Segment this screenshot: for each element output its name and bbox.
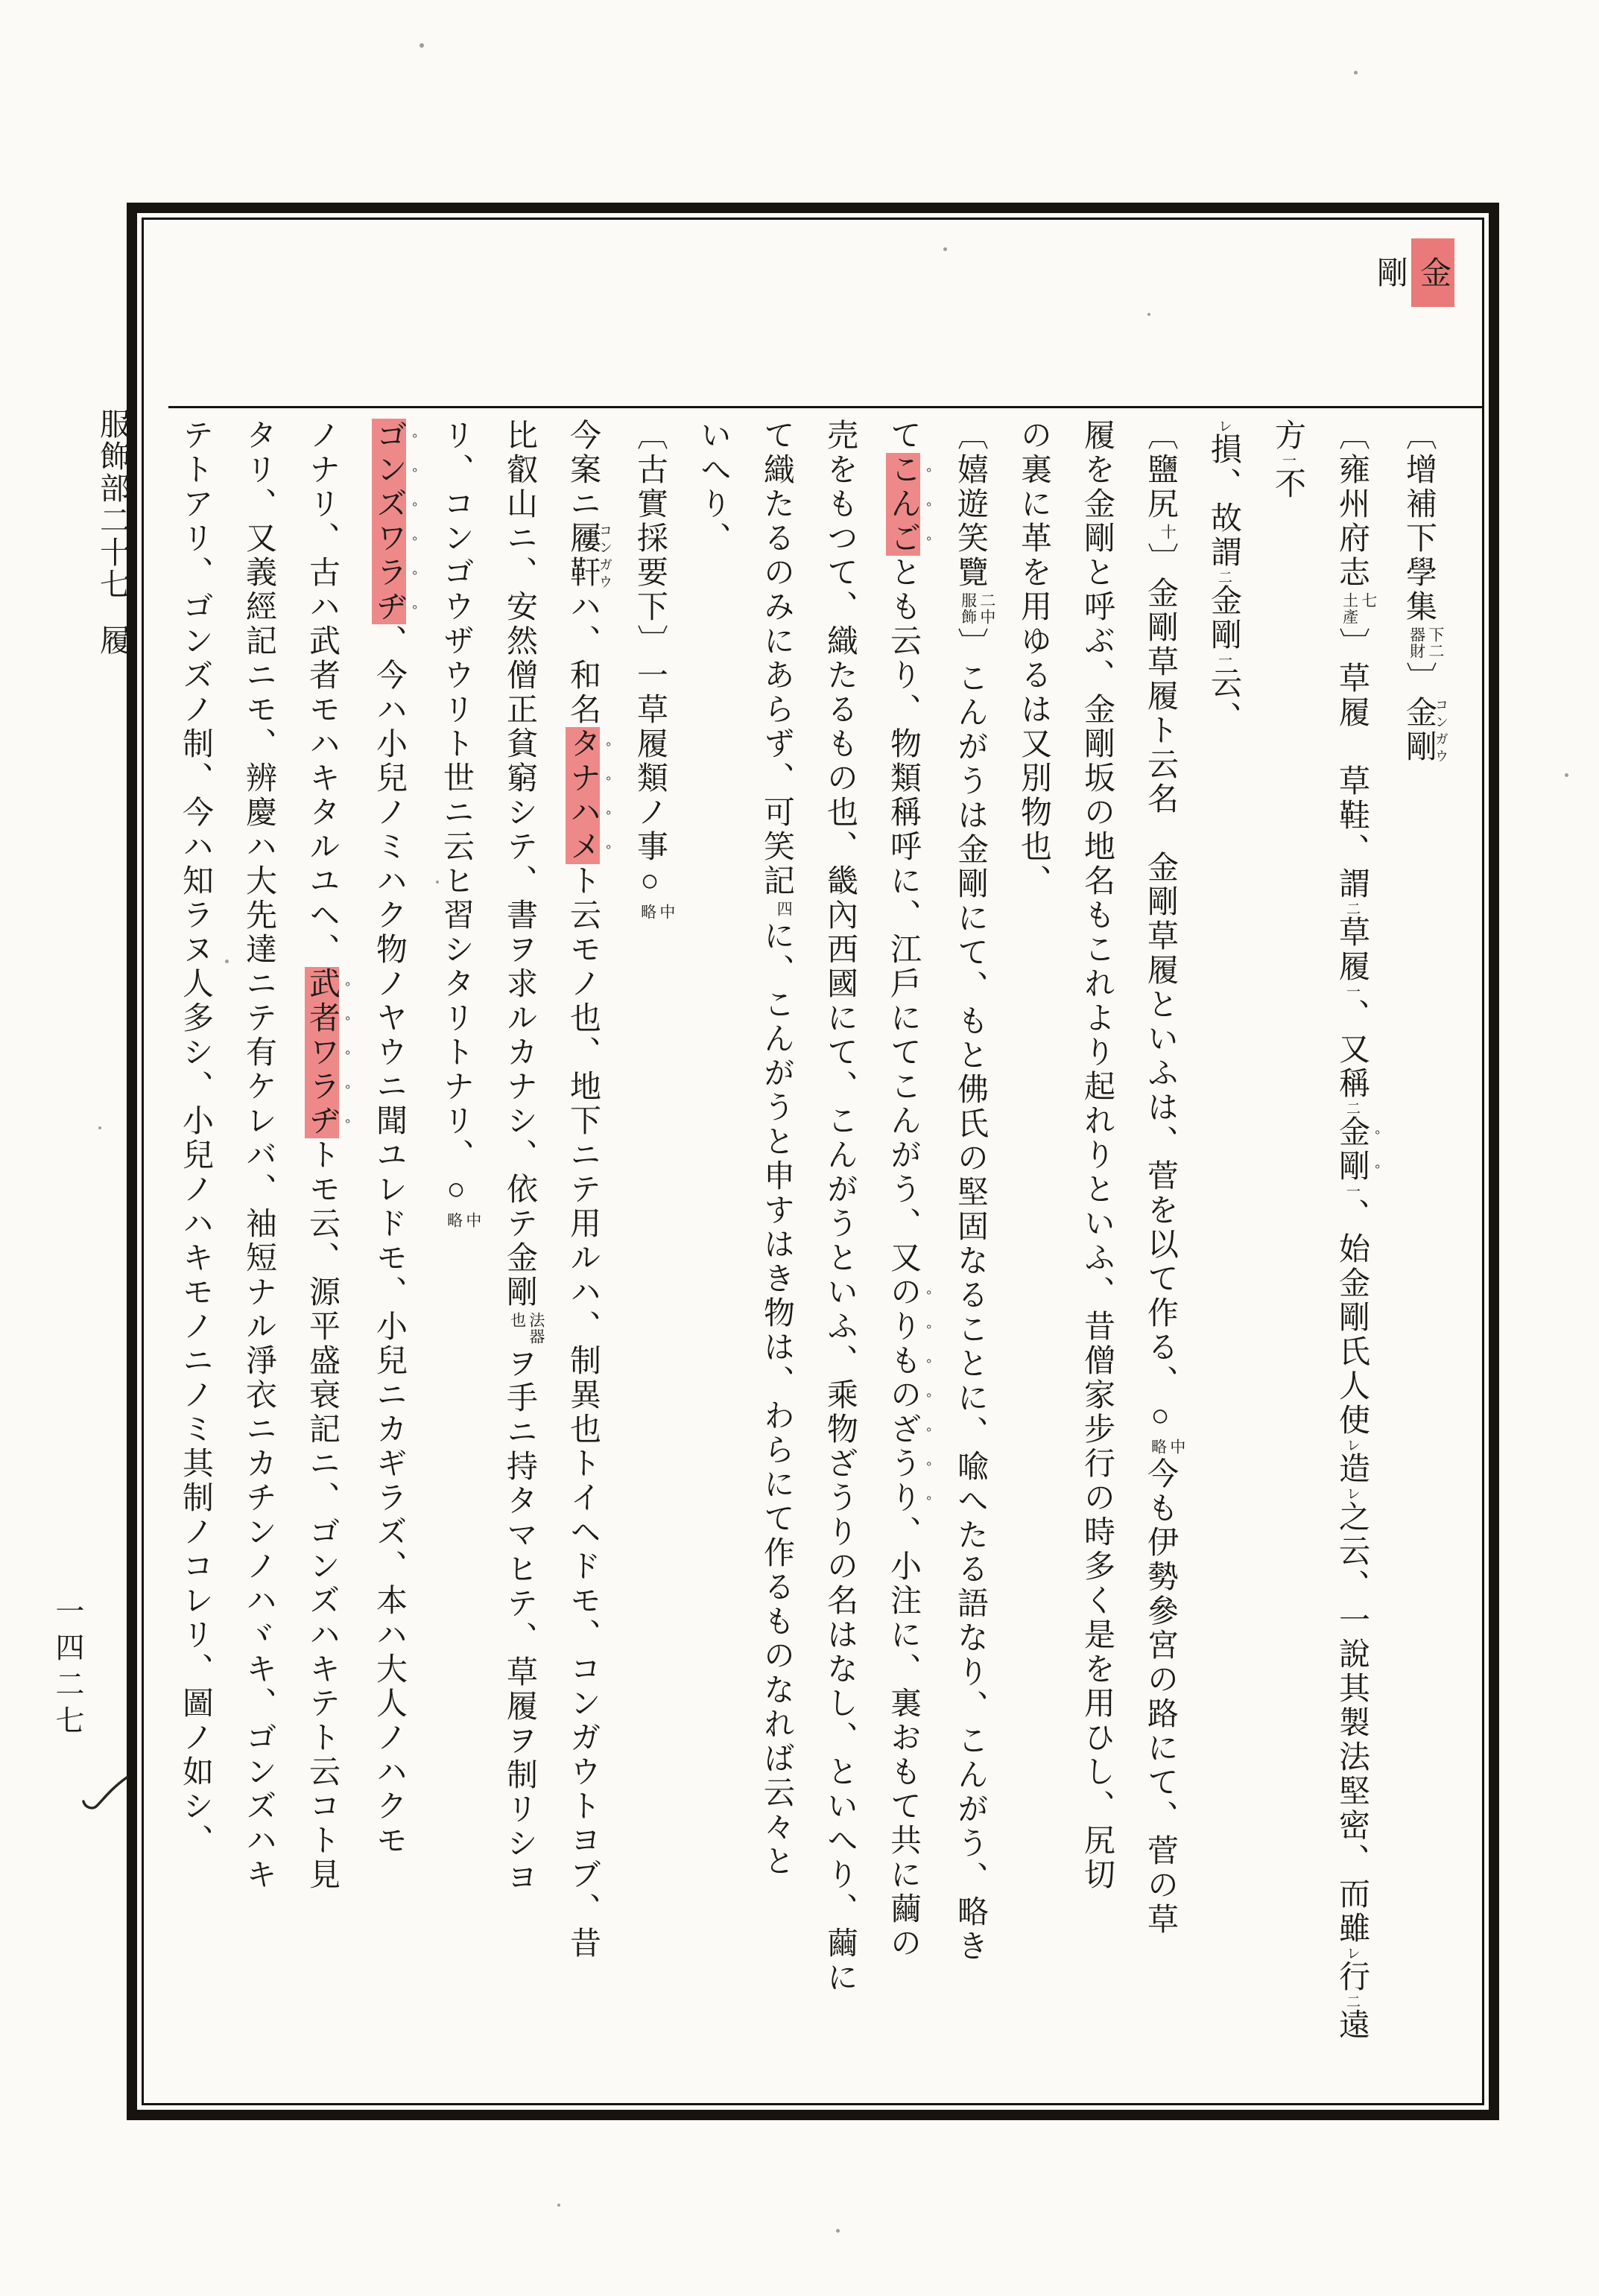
text-column <box>808 419 871 2073</box>
scan-speck <box>1147 313 1150 316</box>
text-run: 、今ハ小兒ノミハク物ノヤウニ聞ユレドモ、小兒ニカギラズ、本ハ大人ノハクモ <box>372 624 406 1858</box>
text-column <box>938 419 1001 2073</box>
text-run: 、小注に、裏おもて共に繭の <box>886 1515 920 1961</box>
text-run: 造 <box>1334 1452 1369 1486</box>
scan-speck <box>436 881 439 884</box>
inline-small-note: 四 <box>775 901 794 917</box>
kaeriten-mark: 二 <box>1344 1101 1360 1115</box>
text-column <box>1191 419 1256 2073</box>
text-column <box>744 419 808 2073</box>
text-column <box>681 419 744 2073</box>
kaeriten-mark: 二 <box>1344 901 1360 916</box>
text-column <box>163 419 227 2073</box>
inline-small-note: 中 略 <box>639 904 676 920</box>
text-run: ト云モノ也、地下ニテ用ルハ、制異也トイヘドモ、コンガウトヨブ、昔 <box>566 864 600 1961</box>
text-run: 〔增補下學集 <box>1402 419 1436 624</box>
scan-speck <box>419 43 424 48</box>
text-column <box>290 419 357 2073</box>
text-column <box>551 419 618 2073</box>
text-run: のりものざうり <box>886 1275 920 1515</box>
text-run: 遠方 <box>1270 419 1369 2043</box>
text-run: 〕金剛草履ト云名 金剛草履といふは、菅を以て作る、○ <box>1143 542 1177 1436</box>
kaeriten-mark: 一 <box>1280 453 1296 467</box>
text-column <box>618 419 681 2073</box>
text-run: 草履 <box>1334 916 1369 984</box>
text-column <box>424 419 487 2073</box>
text-column <box>1001 419 1065 2073</box>
text-run: 行 <box>1334 1960 1369 1994</box>
text-run: ヲ手ニ持タマヒテ、草履ヲ制リシヨ <box>502 1347 536 1895</box>
guide-word-highlight: 金剛 <box>1411 238 1454 307</box>
kaeriten-mark: レ <box>1344 1438 1360 1452</box>
inline-small-note: 七 土產 <box>1340 592 1378 625</box>
text-run: 履を金剛と呼ぶ、金剛坂の地名もこれより起れりといふ、昔僧家步行の時多く是を用ひし、尻切 <box>1080 419 1114 1892</box>
inline-small-note: 下二 器財 <box>1408 627 1445 659</box>
highlighted-term: ゴンズワラヂ <box>372 419 406 624</box>
text-run: 金剛 <box>1206 584 1241 653</box>
text-run: 今も伊勢參宮の路にて、菅の草 <box>1143 1457 1177 1937</box>
text-run: 、又稱 <box>1334 998 1369 1101</box>
text-run: に、こんがうと申すはき物は、わらにて作るものなれば云々と <box>759 919 794 1879</box>
text-column <box>871 419 938 2073</box>
text-run: 〕 <box>1402 662 1436 696</box>
page-number: 一四二七 <box>51 1596 83 1742</box>
kaeriten-mark: レ <box>1344 1486 1360 1500</box>
text-run: とも云り、物類稱呼に、江戶にてこんがう、又 <box>886 556 920 1275</box>
scan-speck <box>836 2229 840 2233</box>
text-column <box>1128 419 1191 2073</box>
highlighted-term: こんご <box>886 453 920 556</box>
inline-small-note: 中 略 <box>1149 1439 1186 1455</box>
text-run: 比叡山ニ、安然僧正貧窮シテ、書ヲ求ルカナシ、依テ金剛 <box>502 419 536 1310</box>
margin-section-subtitle: 履 <box>95 624 130 656</box>
text-run: タリ、又義經記ニモ、辨慶ハ大先達ニテ有ケレバ、袖短ナル淨衣ニカチンノハヾキ、ゴンズハキ <box>241 419 276 1892</box>
text-run: 〔古實採要下〕一草履類ノ事○ <box>633 419 667 901</box>
scan-speck <box>98 1126 101 1129</box>
text-run: 売をもつて、織たるもの也、畿內西國にて、こんがうといふ、乘物ざうりの名はなし、といへり、繭に <box>823 419 857 1995</box>
text-run: 損、故謂 <box>1206 433 1241 570</box>
head-rule <box>168 406 1483 408</box>
handwritten-mark <box>75 1773 134 1818</box>
text-run: 〔鹽尻 <box>1143 419 1177 521</box>
inline-small-note: 十 <box>1159 524 1177 540</box>
ruby-annotated-word: 金剛コンガウ <box>1402 696 1448 764</box>
text-run: ノナリ、古ハ武者モハキタルユヘ、 <box>305 419 339 967</box>
highlighted-term: 武者ワラヂ <box>305 967 339 1138</box>
text-run: テトアリ、ゴンズノ制、今ハ知ラヌ人多シ、小兒ノハキモノニノミ其制ノコレリ、圖ノ如シ、 <box>178 419 212 1858</box>
scan-speck <box>557 2204 560 2207</box>
text-run: 〕草履 草鞋、謂 <box>1334 627 1369 901</box>
text-run: 〔嬉遊笑覽 <box>953 419 987 590</box>
scan-speck <box>225 960 229 963</box>
text-run: 不 <box>1270 467 1305 501</box>
kaeriten-mark: 二 <box>1344 1994 1360 2008</box>
ruby-annotated-word: 屨靬コンガウ <box>566 521 612 590</box>
text-column <box>227 419 290 2073</box>
text-run: ハ、和名 <box>566 590 600 727</box>
kaeriten-mark: レ <box>1216 419 1232 433</box>
highlighted-term: タナハメ <box>566 727 600 864</box>
text-run: トモ云、源平盛衰記ニ、ゴンズハキテト云コト見 <box>305 1138 339 1892</box>
text-run: 今案ニ <box>566 419 600 521</box>
text-run: リ、コンゴウザウリト世ニ云ヒ習シタリトナリ、○ <box>439 419 473 1210</box>
text-column <box>1065 419 1128 2073</box>
text-run: の裏に革を用ゆるは又別物也、 <box>1016 419 1051 898</box>
inline-small-note: 二中 服飾 <box>959 592 996 625</box>
kaeriten-mark: 一 <box>1344 1184 1360 1198</box>
text-run: 云、 <box>1206 667 1241 735</box>
text-run: 〔雍州府志 <box>1334 419 1369 590</box>
kaeriten-mark: 二 <box>1216 570 1232 584</box>
text-columns <box>178 419 1450 2073</box>
scan-speck <box>1565 773 1568 777</box>
text-column <box>1256 419 1387 2073</box>
scan-speck <box>943 247 947 251</box>
kaeriten-mark: 一 <box>1344 984 1360 998</box>
text-run: いへり、 <box>696 419 730 556</box>
inline-small-note: 中 略 <box>445 1212 482 1228</box>
inline-small-note: 法器 也 <box>508 1312 545 1345</box>
text-column <box>357 419 424 2073</box>
margin-section-title: 服飾部二十七 <box>95 408 130 600</box>
kaeriten-mark: レ <box>1344 1946 1360 1960</box>
text-run: 金剛 <box>1334 1115 1369 1184</box>
text-run: て <box>886 419 920 453</box>
kaeriten-mark: 一 <box>1216 653 1232 667</box>
text-run: 、始金剛氏人使 <box>1334 1198 1369 1438</box>
text-run: 之云、一說其製法堅密、而雖 <box>1334 1500 1369 1946</box>
text-run: 〕こんがうは金剛にて、もと佛氏の堅固なることに、喩へたる語なり、こんがう、略き <box>953 627 987 1964</box>
text-run: て織たるのみにあらず、可笑記 <box>759 419 794 898</box>
text-column <box>1387 419 1450 2073</box>
text-column <box>487 419 551 2073</box>
scan-speck <box>1354 71 1358 74</box>
